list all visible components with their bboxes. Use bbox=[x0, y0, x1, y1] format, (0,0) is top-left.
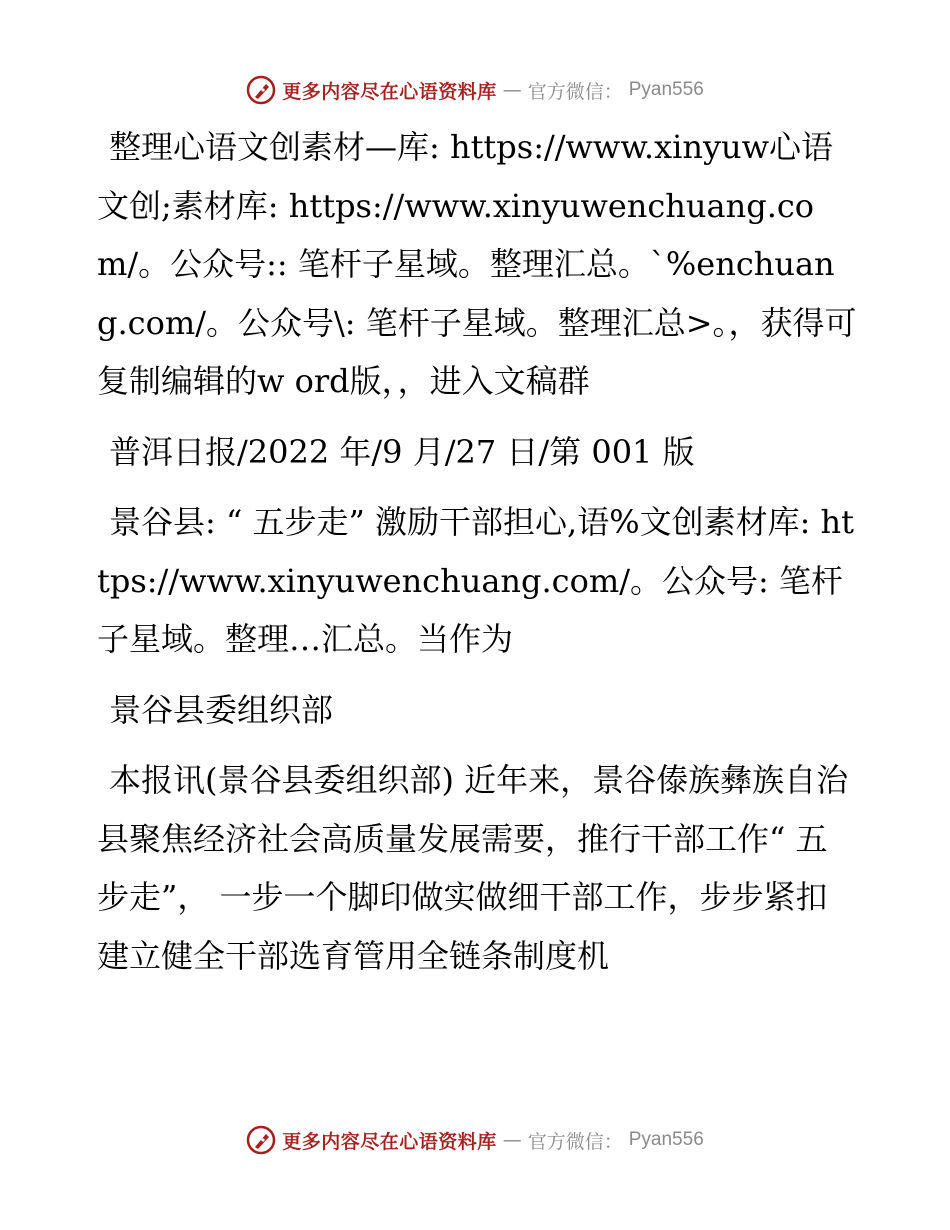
header-banner bbox=[0, 70, 950, 110]
footer-banner-dash: — bbox=[502, 1129, 522, 1151]
header-banner-text: 更多内容尽在心语资料库 bbox=[282, 80, 497, 103]
footer-wechat-label: 官方微信： bbox=[527, 1130, 623, 1153]
header-wechat-id: Pyan556 bbox=[628, 79, 704, 100]
header-wechat-label: 官方微信： bbox=[527, 80, 623, 103]
header-banner-dash: — bbox=[502, 79, 522, 101]
paragraph-byline: 景谷县委组织部 bbox=[109, 690, 334, 729]
paragraph-article-title: 景谷县: “ 五步走” 激励干部担心,语%文创素材库: https://www.xinyuwenchuang.com/。公众号: 笔杆子星域。整理…汇总。当作为 bbox=[97, 503, 855, 658]
footer-wechat-id: Pyan556 bbox=[628, 1129, 704, 1150]
paragraph-source-note: 整理心语文创素材—库: https://www.xinyuw心语文创;素材库: https://www.xinyuwenchuang.com/。公众号:: 笔杆子星域。整理汇总。`%enchuang.com/。公众号\: 笔杆子星域。整理汇总>。，获得可复制编辑的w ord版，，进入文稿群 bbox=[97, 128, 857, 400]
pen-nib-logo-icon bbox=[246, 75, 276, 105]
paragraph-article-body: 本报讯(景谷县委组织部) 近年来，景谷傣族彝族自治县聚焦经济社会高质量发展需要，推行干部工作“ 五步走”， 一步一个脚印做实做细干部工作，步步紧扣建立健全干部选育管用全链条制度机 bbox=[97, 761, 849, 975]
document-body bbox=[97, 118, 857, 997]
footer-banner bbox=[0, 1120, 950, 1160]
pen-nib-logo-icon bbox=[246, 1125, 276, 1155]
paragraph-publication-line: 普洱日报/2022 年/9 月/27 日/第 001 版 bbox=[109, 432, 695, 471]
footer-banner-text: 更多内容尽在心语资料库 bbox=[282, 1130, 497, 1153]
